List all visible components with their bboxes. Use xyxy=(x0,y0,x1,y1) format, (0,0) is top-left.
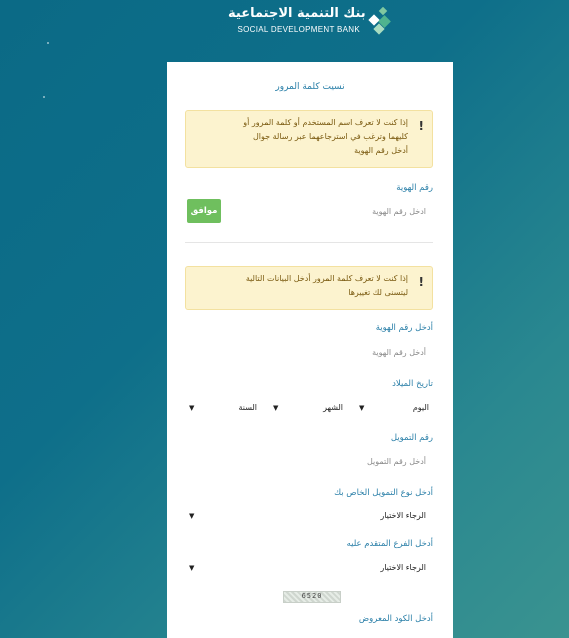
background-speck xyxy=(47,42,49,44)
dropdown-arrow-icon: ▼ xyxy=(359,404,365,412)
finance-type-label: أدخل نوع التمويل الخاص بك xyxy=(334,488,433,498)
section-divider xyxy=(185,242,433,243)
brand-mark-icon xyxy=(367,7,391,35)
brand-name-english: SOCIAL DEVELOPMENT BANK xyxy=(237,25,360,34)
brand-logo xyxy=(228,6,393,38)
captcha-label: أدخل الكود المعروض xyxy=(358,614,433,624)
month-select[interactable]: الشهر ▼ xyxy=(273,403,343,412)
captcha-image: 6520 xyxy=(283,591,341,603)
dropdown-arrow-icon: ▼ xyxy=(189,512,195,520)
alert-text: إذا كنت لا تعرف كلمة المرور أدخل البيانات التالية ليتسنى لك تغييرها xyxy=(245,274,408,297)
alert-password-reset xyxy=(185,266,433,310)
branch-label: أدخل الفرع المتقدم عليه xyxy=(346,539,433,549)
exclamation-icon: ! xyxy=(418,275,424,289)
background-speck xyxy=(43,96,45,98)
dropdown-arrow-icon: ▼ xyxy=(189,404,195,412)
brand-name-arabic: بنك التنمية الاجتماعية xyxy=(228,6,366,21)
ok-button[interactable]: موافق xyxy=(187,199,221,223)
id-label: رقم الهوية xyxy=(396,183,433,193)
dob-selects xyxy=(187,402,433,416)
alert-text: إذا كنت لا تعرف اسم المستخدم أو كلمة المرور أو كليهما وترغب في استرجاعهما عبر رسالة جوال أدخل رقم الهوية xyxy=(243,118,408,155)
national-id-input[interactable]: أدخل رقم الهوية xyxy=(372,348,426,357)
national-id-label: أدخل رقم الهوية xyxy=(375,323,433,333)
dropdown-arrow-icon: ▼ xyxy=(189,564,195,572)
dob-label: تاريخ الميلاد xyxy=(392,379,433,389)
forgot-password-panel xyxy=(167,62,453,638)
day-select[interactable]: اليوم ▼ xyxy=(359,403,429,412)
finance-type-select[interactable]: الرجاء الاختيار ▼ xyxy=(189,511,426,520)
exclamation-icon: ! xyxy=(418,119,424,133)
finance-number-label: رقم التمويل xyxy=(390,433,433,443)
branch-select[interactable]: الرجاء الاختيار ▼ xyxy=(189,563,426,572)
page-title: نسيت كلمة المرور xyxy=(275,82,345,92)
year-select[interactable]: السنة ▼ xyxy=(189,403,257,412)
id-input[interactable]: ادخل رقم الهوية xyxy=(372,207,426,216)
finance-number-input[interactable]: أدخل رقم التمويل xyxy=(366,457,426,466)
dropdown-arrow-icon: ▼ xyxy=(273,404,279,412)
alert-username-recovery xyxy=(185,110,433,168)
